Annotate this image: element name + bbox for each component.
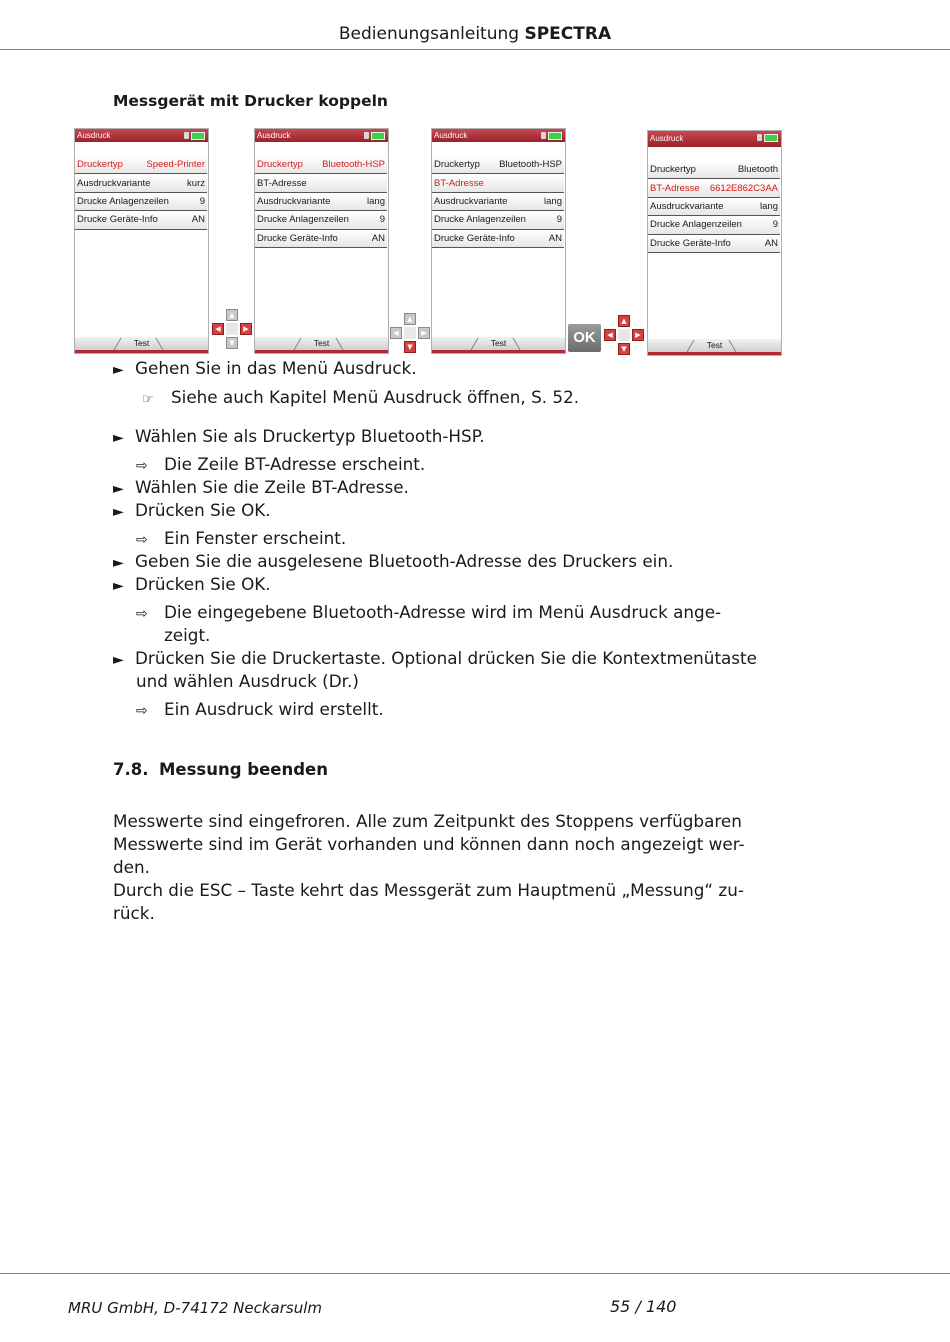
softkey-bar: Test xyxy=(255,337,388,353)
result-arrow-icon: ⇨ xyxy=(136,606,148,622)
header-title: Bedienungsanleitung SPECTRA xyxy=(338,24,612,44)
paragraph-line: Durch die ESC – Taste kehrt das Messgerät zum Hauptmenü „Messung“ zu- xyxy=(113,880,744,900)
screen-title-bar: Ausdruck xyxy=(648,131,781,147)
page-header xyxy=(0,0,950,50)
dpad-down-icon: ▲ ◀ ▶ ▼ xyxy=(212,309,252,349)
instruction-result: ⇨ Ein Fenster erscheint. xyxy=(136,527,346,552)
battery-icon xyxy=(371,132,385,140)
softkey-bar: Test xyxy=(75,337,208,353)
step-arrow-icon: ► xyxy=(113,504,124,520)
menu-row: Drucke Anlagenzeilen 9 xyxy=(75,193,207,211)
menu-row: Druckertyp Bluetooth-HSP xyxy=(432,156,564,174)
ok-key-icon: OK xyxy=(568,324,601,352)
screen-title-bar: Ausdruck xyxy=(432,129,565,142)
device-screen-3 xyxy=(431,128,566,354)
softkey-bar: Test xyxy=(432,337,565,353)
instruction-step: ► Gehen Sie in das Menü Ausdruck. xyxy=(113,357,417,382)
menu-row: Druckertyp Speed-Printer xyxy=(75,156,207,174)
result-arrow-icon: ⇨ xyxy=(136,703,148,719)
device-screen-4 xyxy=(647,130,782,356)
step-arrow-icon: ► xyxy=(113,652,124,668)
instruction-step: ► Drücken Sie die Druckertaste. Optional drücken Sie die Kontextmenütaste xyxy=(113,647,757,672)
menu-row: Ausdruckvariante lang xyxy=(255,193,387,211)
menu-row: Drucke Geräte-Info AN xyxy=(648,235,780,253)
step-arrow-icon: ► xyxy=(113,362,124,378)
instruction-result: ⇨ Die eingegebene Bluetooth-Adresse wird im Menü Ausdruck ange- xyxy=(136,601,721,626)
footer-rule xyxy=(0,1273,950,1274)
step-arrow-icon: ► xyxy=(113,555,124,571)
footer-company: MRU GmbH, D-74172 Neckarsulm xyxy=(68,1299,322,1317)
screen-title-bar: Ausdruck xyxy=(75,129,208,142)
section-title: 7.8. Messung beenden xyxy=(113,760,328,779)
instruction-result: ⇨ Die Zeile BT-Adresse erscheint. xyxy=(136,453,425,478)
menu-row: Drucke Geräte-Info AN xyxy=(255,230,387,248)
device-screen-2 xyxy=(254,128,389,354)
instruction-result: ⇨ Ein Ausdruck wird erstellt. xyxy=(136,698,384,723)
paragraph-line: den. xyxy=(113,857,150,877)
screen-title-bar: Ausdruck xyxy=(255,129,388,142)
paragraph-line: Messwerte sind eingefroren. Alle zum Zeitpunkt des Stoppens verfügbaren xyxy=(113,811,742,831)
section-heading: Messgerät mit Drucker koppeln xyxy=(113,92,388,110)
result-arrow-icon: ⇨ xyxy=(136,532,148,548)
step-arrow-icon: ► xyxy=(113,481,124,497)
dpad-icon: ▲ ◀ ▶ ▼ xyxy=(604,315,644,355)
menu-row: Ausdruckvariante lang xyxy=(432,193,564,211)
header-rule xyxy=(0,49,950,50)
battery-icon xyxy=(548,132,562,140)
menu-row: BT-Adresse xyxy=(432,174,564,192)
step-arrow-icon: ► xyxy=(113,430,124,446)
menu-row: Drucke Geräte-Info AN xyxy=(75,211,207,229)
menu-row: Drucke Anlagenzeilen 9 xyxy=(432,211,564,229)
dpad-down-icon: ▲ ◀ ▶ ▼ xyxy=(390,313,430,353)
step-arrow-icon: ► xyxy=(113,578,124,594)
menu-row: BT-Adresse 6612E862C3AA xyxy=(648,179,780,197)
battery-icon xyxy=(764,134,778,142)
result-arrow-icon: ⇨ xyxy=(136,458,148,474)
instruction-step: ► Geben Sie die ausgelesene Bluetooth-Adresse des Druckers ein. xyxy=(113,550,673,575)
page-number: 55 / 140 xyxy=(610,1297,677,1316)
lock-icon xyxy=(364,132,369,139)
menu-row: Drucke Anlagenzeilen 9 xyxy=(255,211,387,229)
lock-icon xyxy=(757,134,762,141)
menu-row: Druckertyp Bluetooth-HSP xyxy=(255,156,387,174)
menu-row: Druckertyp Bluetooth xyxy=(648,161,780,179)
battery-icon xyxy=(191,132,205,140)
paragraph-line: rück. xyxy=(113,903,155,923)
instruction-step: ► Wählen Sie als Druckertyp Bluetooth-HSP. xyxy=(113,425,485,450)
instruction-step: ► Wählen Sie die Zeile BT-Adresse. xyxy=(113,476,409,501)
softkey-bar: Test xyxy=(648,339,781,355)
menu-row: Drucke Geräte-Info AN xyxy=(432,230,564,248)
menu-row: Drucke Anlagenzeilen 9 xyxy=(648,216,780,234)
instruction-continuation: und wählen Ausdruck (Dr.) xyxy=(136,671,359,691)
instruction-continuation: zeigt. xyxy=(164,625,211,645)
pointing-hand-icon: ☞ xyxy=(142,392,154,407)
instruction-step: ► Drücken Sie OK. xyxy=(113,573,271,598)
menu-row: Ausdruckvariante kurz xyxy=(75,174,207,192)
paragraph-line: Messwerte sind im Gerät vorhanden und können dann noch angezeigt wer- xyxy=(113,834,745,854)
instruction-reference: ☞ Siehe auch Kapitel Menü Ausdruck öffnen, S. 52. xyxy=(142,386,579,411)
device-screen-1 xyxy=(74,128,209,354)
lock-icon xyxy=(184,132,189,139)
menu-row: BT-Adresse xyxy=(255,174,387,192)
instruction-step: ► Drücken Sie OK. xyxy=(113,499,271,524)
lock-icon xyxy=(541,132,546,139)
menu-row: Ausdruckvariante lang xyxy=(648,198,780,216)
